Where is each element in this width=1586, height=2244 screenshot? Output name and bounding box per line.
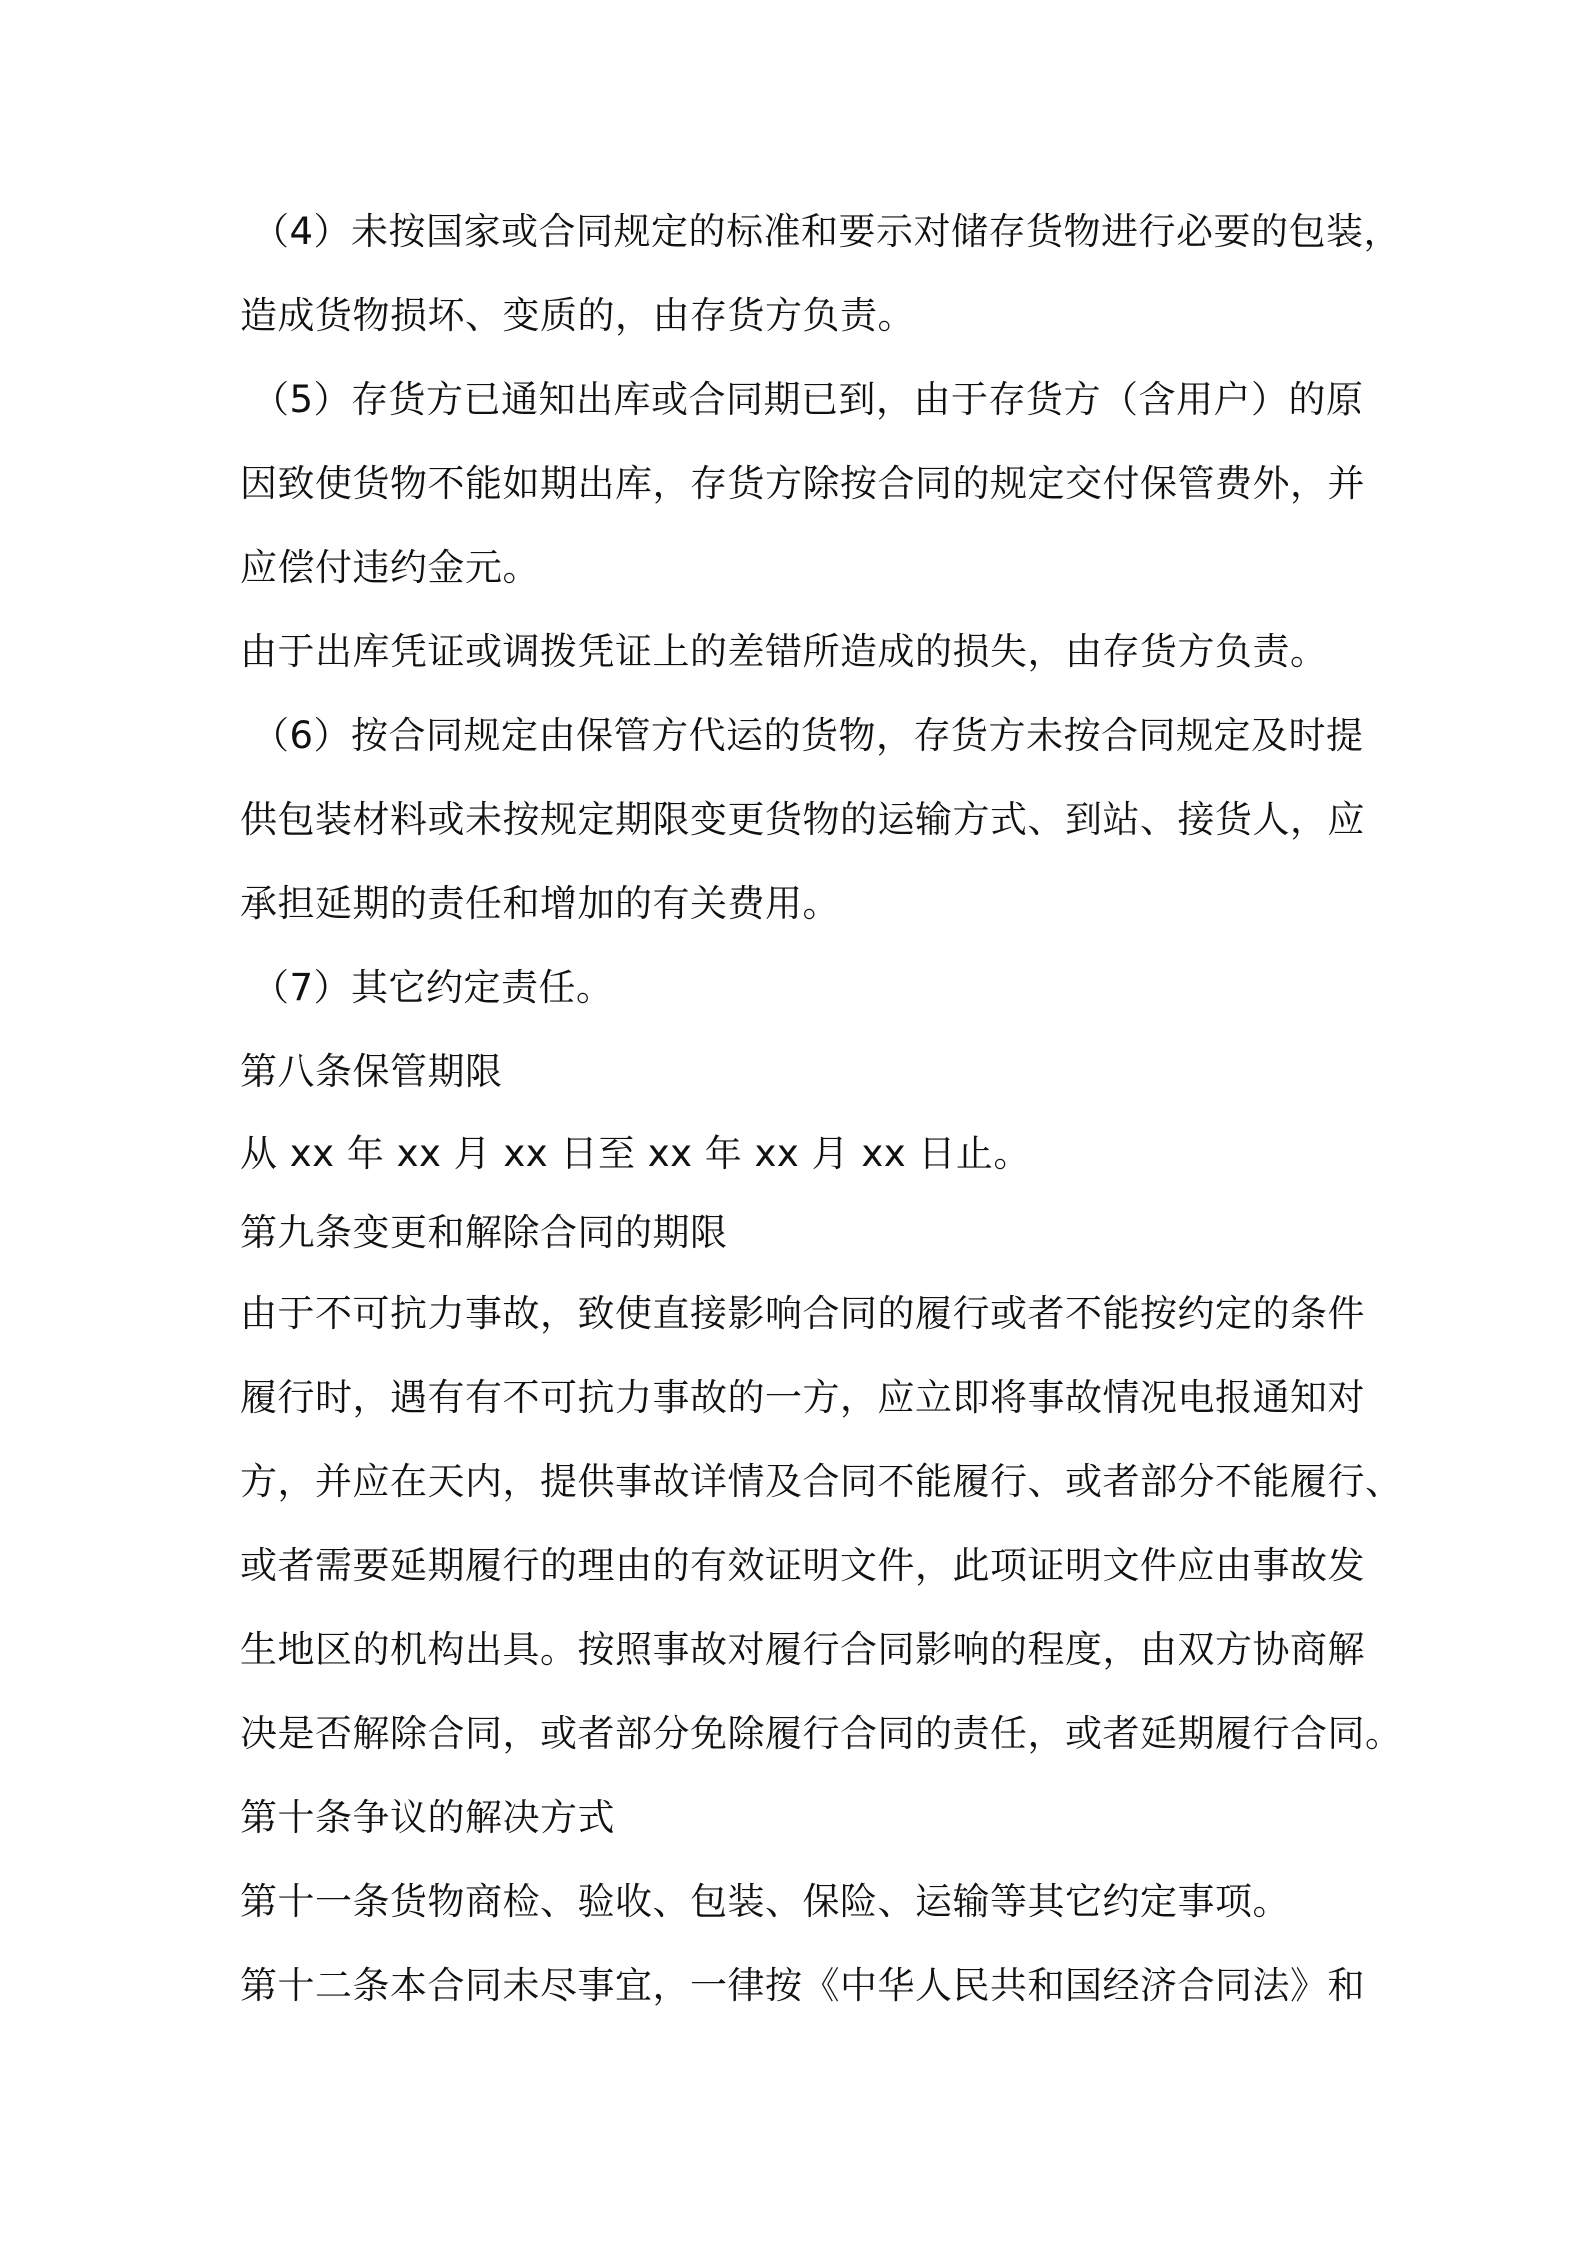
paragraph-item-5-line-2: 因致使货物不能如期出库，存货方除按合同的规定交付保管费外，并 (240, 462, 1365, 505)
article-9-heading: 第九条变更和解除合同的期限 (240, 1211, 728, 1254)
paragraph-voucher-error: 由于出库凭证或调拨凭证上的差错所造成的损失，由存货方负责。 (240, 630, 1328, 673)
article-12-line-1: 第十二条本合同未尽事宜，一律按《中华人民共和国经济合同法》和 (240, 1964, 1365, 2007)
article-9-line-6: 决是否解除合同，或者部分免除履行合同的责任，或者延期履行合同。 (240, 1712, 1403, 1755)
paragraph-item-6-line-3: 承担延期的责任和增加的有关费用。 (240, 882, 840, 925)
article-8-heading: 第八条保管期限 (240, 1050, 503, 1093)
paragraph-item-6-line-2: 供包装材料或未按规定期限变更货物的运输方式、到站、接货人，应 (240, 798, 1365, 841)
article-9-line-3: 方，并应在天内，提供事故详情及合同不能履行、或者部分不能履行、 (240, 1460, 1403, 1503)
paragraph-item-5-line-1: （5）存货方已通知出库或合同期已到，由于存货方（含用户）的原 (252, 378, 1364, 421)
article-9-line-4: 或者需要延期履行的理由的有效证明文件，此项证明文件应由事故发 (240, 1544, 1365, 1587)
document-page (240, 190, 1403, 2028)
article-9-line-1: 由于不可抗力事故，致使直接影响合同的履行或者不能按约定的条件 (240, 1292, 1365, 1335)
article-10-heading: 第十条争议的解决方式 (240, 1796, 615, 1839)
article-9-line-5: 生地区的机构出具。按照事故对履行合同影响的程度，由双方协商解 (240, 1628, 1365, 1671)
paragraph-item-7: （7）其它约定责任。 (252, 966, 614, 1009)
paragraph-item-5-line-3: 应偿付违约金元。 (240, 546, 540, 589)
paragraph-item-6-line-1: （6）按合同规定由保管方代运的货物，存货方未按合同规定及时提 (252, 714, 1364, 757)
paragraph-item-4-line-2: 造成货物损坏、变质的，由存货方负责。 (240, 294, 915, 337)
article-9-line-2: 履行时，遇有有不可抗力事故的一方，应立即将事故情况电报通知对 (240, 1376, 1365, 1419)
article-11: 第十一条货物商检、验收、包装、保险、运输等其它约定事项。 (240, 1880, 1290, 1923)
paragraph-item-4-line-1: （4）未按国家或合同规定的标准和要示对储存货物进行必要的包装， (252, 210, 1402, 253)
article-8-period: 从 xx 年 xx 月 xx 日至 xx 年 xx 月 xx 日止。 (240, 1132, 1031, 1175)
